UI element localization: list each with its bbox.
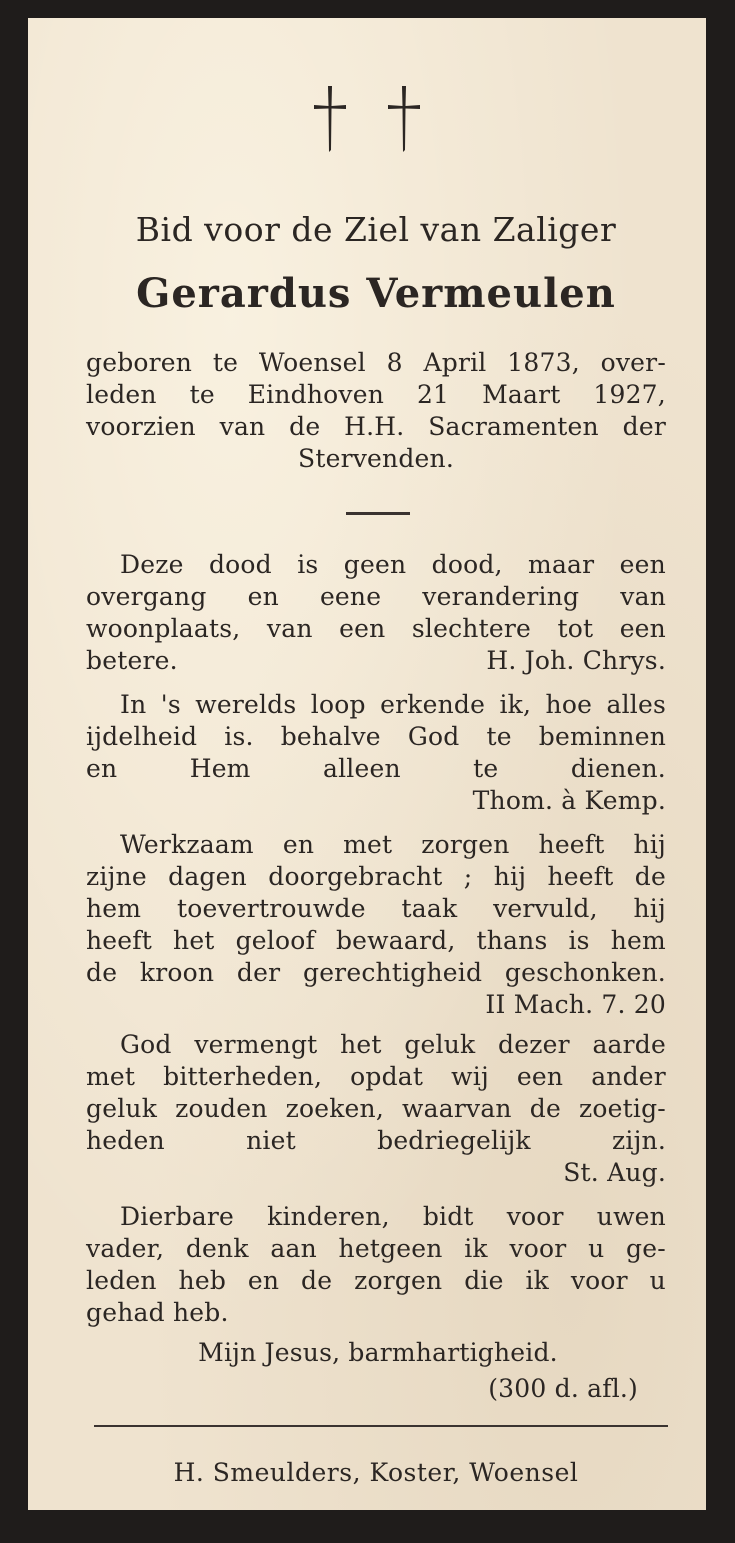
quote-line: In 's werelds loop erkende ik, hoe alles — [120, 690, 666, 719]
divider — [346, 512, 410, 515]
prayer-heading: Bid voor de Ziel van Zaliger — [135, 210, 617, 249]
crosses — [28, 84, 706, 164]
bio-line: Stervenden. — [298, 444, 454, 473]
cross-icon — [310, 84, 350, 154]
quote-line: leden heb en de zorgen die ik voor u — [86, 1266, 666, 1295]
quote-line: overgang en eene verandering van — [86, 582, 666, 611]
quote-last-row — [86, 646, 666, 675]
printer-credit: H. Smeulders, Koster, Woensel — [173, 1458, 579, 1487]
bio-line: geboren te Woensel 8 April 1873, over- — [86, 348, 666, 377]
quote-line: woonplaats, van een slechtere tot een — [86, 614, 666, 643]
quote-line: heden niet bedriegelijk zijn. — [86, 1126, 666, 1155]
quote-line: Dierbare kinderen, bidt voor uwen — [120, 1202, 666, 1231]
quote-line: Werkzaam en met zorgen heeft hij — [120, 830, 666, 859]
cross-icon — [384, 84, 424, 154]
quote-attribution: St. Aug. — [563, 1158, 666, 1187]
quote-line: hem toevertrouwde taak vervuld, hij — [86, 894, 666, 923]
card-paper — [28, 18, 706, 1510]
closing-prayer: Mijn Jesus, barmhartigheid. — [198, 1338, 558, 1367]
quote-line: Deze dood is geen dood, maar een — [120, 550, 666, 579]
quote-line: en Hem alleen te dienen. — [86, 754, 666, 783]
quote-line: zijne dagen doorgebracht ; hij heeft de — [86, 862, 666, 891]
bio-line: voorzien van de H.H. Sacramenten der — [86, 412, 666, 441]
footer-rule — [94, 1425, 668, 1427]
indulgence: (300 d. afl.) — [488, 1374, 638, 1403]
quote-line: geluk zouden zoeken, waarvan de zoetig- — [86, 1094, 666, 1123]
quote-attribution: H. Joh. Chrys. — [486, 646, 666, 675]
quote-line: heeft het geloof bewaard, thans is hem — [86, 926, 666, 955]
quote-line: vader, denk aan hetgeen ik voor u ge- — [86, 1234, 666, 1263]
quote-line: God vermengt het geluk dezer aarde — [120, 1030, 666, 1059]
quote-line: ijdelheid is. behalve God te beminnen — [86, 722, 666, 751]
deceased-name: Gerardus Vermeulen — [136, 270, 616, 317]
quote-attribution: Thom. à Kemp. — [472, 786, 666, 815]
quote-line: de kroon der gerechtigheid geschonken. — [86, 958, 666, 987]
quote-attribution: II Mach. 7. 20 — [485, 990, 666, 1019]
bio-line: leden te Eindhoven 21 Maart 1927, — [86, 380, 666, 409]
quote-line: betere. — [86, 646, 178, 675]
quote-line: gehad heb. — [86, 1298, 229, 1327]
quote-line: met bitterheden, opdat wij een ander — [86, 1062, 666, 1091]
